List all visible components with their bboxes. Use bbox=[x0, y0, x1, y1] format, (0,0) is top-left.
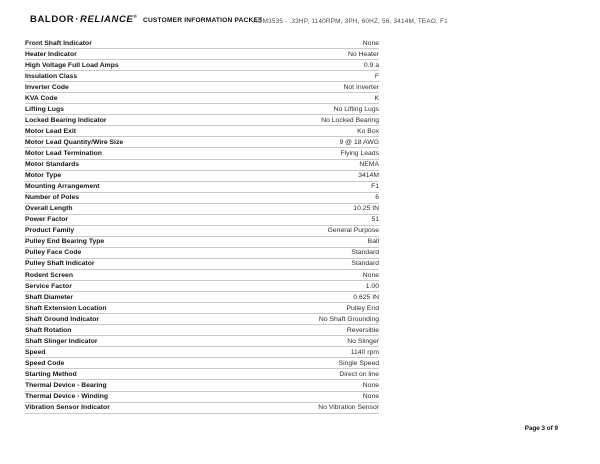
spec-label: Motor Lead Termination bbox=[25, 150, 102, 158]
spec-label: Mounting Arrangement bbox=[25, 183, 100, 191]
spec-label: Pulley End Bearing Type bbox=[25, 238, 105, 246]
table-row bbox=[25, 259, 379, 270]
spec-label: Number of Poles bbox=[25, 194, 80, 202]
table-row bbox=[25, 93, 379, 104]
spec-value: 0.625 IN bbox=[353, 293, 379, 301]
spec-value: Single Speed bbox=[338, 359, 379, 367]
logo-baldor-text: BALDOR bbox=[30, 14, 75, 26]
spec-value: Not Inverter bbox=[343, 83, 379, 91]
table-row bbox=[25, 182, 379, 193]
spec-table bbox=[25, 38, 379, 414]
spec-value: No Shaft Grounding bbox=[318, 315, 379, 323]
spec-label: High Voltage Full Load Amps bbox=[25, 61, 119, 69]
logo-reliance-text: RELIANCE bbox=[80, 14, 134, 26]
spec-label: Overall Length bbox=[25, 205, 73, 213]
spec-label: Motor Standards bbox=[25, 161, 80, 169]
table-row bbox=[25, 403, 379, 414]
table-row bbox=[25, 160, 379, 171]
spec-value: 9 @ 18 AWG bbox=[339, 138, 379, 146]
table-row bbox=[25, 380, 379, 391]
spec-label: Rodent Screen bbox=[25, 271, 73, 279]
table-row bbox=[25, 215, 379, 226]
document-title: CUSTOMER INFORMATION PACKET bbox=[143, 17, 263, 24]
table-row bbox=[25, 126, 379, 137]
product-description: AOM3535 - .33HP, 1140RPM, 3PH, 60HZ, 56, 3414M, TEAO, F1 bbox=[253, 17, 448, 25]
spec-value: Flying Leads bbox=[340, 150, 379, 158]
spec-value: Direct on line bbox=[339, 370, 379, 378]
spec-value: 3414M bbox=[358, 172, 379, 180]
spec-value: Standard bbox=[351, 249, 379, 257]
spec-value: No Locked Bearing bbox=[321, 116, 379, 124]
spec-label: Vibration Sensor Indicator bbox=[25, 404, 110, 412]
spec-label: Motor Type bbox=[25, 172, 62, 180]
spec-value: No Slinger bbox=[347, 337, 379, 345]
table-row bbox=[25, 336, 379, 347]
spec-value: None bbox=[362, 271, 379, 279]
spec-value: None bbox=[362, 39, 379, 47]
table-row bbox=[25, 193, 379, 204]
spec-value: NEMA bbox=[359, 161, 379, 169]
spec-label: Pulley Shaft Indicator bbox=[25, 260, 95, 268]
spec-label: Heater Indicator bbox=[25, 50, 77, 58]
spec-value: 6 bbox=[375, 194, 379, 202]
spec-value: 51 bbox=[371, 216, 379, 224]
spec-label: Power Factor bbox=[25, 216, 69, 224]
table-row bbox=[25, 71, 379, 82]
spec-value: Ko Box bbox=[357, 127, 379, 135]
spec-label: Shaft Rotation bbox=[25, 326, 72, 334]
spec-label: Pulley Face Code bbox=[25, 249, 82, 257]
table-row bbox=[25, 115, 379, 126]
baldor-reliance-logo bbox=[30, 14, 137, 25]
logo-dot-separator: · bbox=[75, 14, 80, 26]
registered-trademark-icon: ® bbox=[133, 14, 137, 19]
table-row bbox=[25, 148, 379, 159]
spec-value: None bbox=[362, 393, 379, 401]
table-row bbox=[25, 137, 379, 148]
spec-label: Lifting Lugs bbox=[25, 105, 64, 113]
spec-value: Reversible bbox=[346, 326, 379, 334]
spec-label: Shaft Slinger Indicator bbox=[25, 337, 98, 345]
table-row bbox=[25, 171, 379, 182]
spec-value: No Vibration Sensor bbox=[318, 404, 379, 412]
spec-label: Locked Bearing Indicator bbox=[25, 116, 107, 124]
spec-value: 10.25 IN bbox=[353, 205, 379, 213]
spec-value: No Heater bbox=[348, 50, 379, 58]
table-row bbox=[25, 325, 379, 336]
spec-label: Speed Code bbox=[25, 359, 65, 367]
table-row bbox=[25, 392, 379, 403]
page-indicator: Page 3 of 9 bbox=[524, 425, 558, 432]
table-row bbox=[25, 270, 379, 281]
table-row bbox=[25, 292, 379, 303]
spec-value: None bbox=[362, 382, 379, 389]
table-row bbox=[25, 104, 379, 115]
spec-label: Inverter Code bbox=[25, 83, 69, 91]
spec-value: General Purpose bbox=[327, 227, 379, 235]
spec-label: Thermal Device - Winding bbox=[25, 393, 109, 401]
spec-label: Front Shaft Indicator bbox=[25, 39, 92, 47]
spec-label: Speed bbox=[25, 348, 46, 356]
spec-label: Product Family bbox=[25, 227, 75, 235]
table-row bbox=[25, 314, 379, 325]
spec-value: No Lifting Lugs bbox=[333, 105, 379, 113]
table-row bbox=[25, 281, 379, 292]
table-row bbox=[25, 38, 379, 49]
spec-value: Ball bbox=[367, 238, 379, 246]
spec-value: 1140 rpm bbox=[350, 348, 379, 356]
spec-value: K bbox=[374, 94, 379, 102]
spec-value: 1.00 bbox=[365, 282, 379, 290]
spec-label: Shaft Extension Location bbox=[25, 304, 107, 312]
spec-label: Thermal Device - Bearing bbox=[25, 382, 107, 389]
spec-label: KVA Code bbox=[25, 94, 58, 102]
spec-value: 0.9 a bbox=[363, 61, 379, 69]
table-row bbox=[25, 369, 379, 380]
spec-label: Service Factor bbox=[25, 282, 72, 290]
spec-value: Pulley End bbox=[346, 304, 379, 312]
table-row bbox=[25, 358, 379, 369]
table-row bbox=[25, 237, 379, 248]
table-row bbox=[25, 347, 379, 358]
spec-label: Motor Lead Exit bbox=[25, 127, 76, 135]
table-row bbox=[25, 60, 379, 71]
spec-value: F1 bbox=[371, 183, 379, 191]
spec-value: Standard bbox=[351, 260, 379, 268]
table-row bbox=[25, 303, 379, 314]
table-row bbox=[25, 82, 379, 93]
table-row bbox=[25, 49, 379, 60]
table-row bbox=[25, 248, 379, 259]
table-row bbox=[25, 204, 379, 215]
spec-label: Shaft Ground Indicator bbox=[25, 315, 100, 323]
table-row bbox=[25, 226, 379, 237]
spec-value: F bbox=[374, 72, 379, 80]
spec-label: Starting Method bbox=[25, 370, 77, 378]
spec-label: Motor Lead Quantity/Wire Size bbox=[25, 138, 124, 146]
spec-label: Insulation Class bbox=[25, 72, 78, 80]
spec-label: Shaft Diameter bbox=[25, 293, 73, 301]
